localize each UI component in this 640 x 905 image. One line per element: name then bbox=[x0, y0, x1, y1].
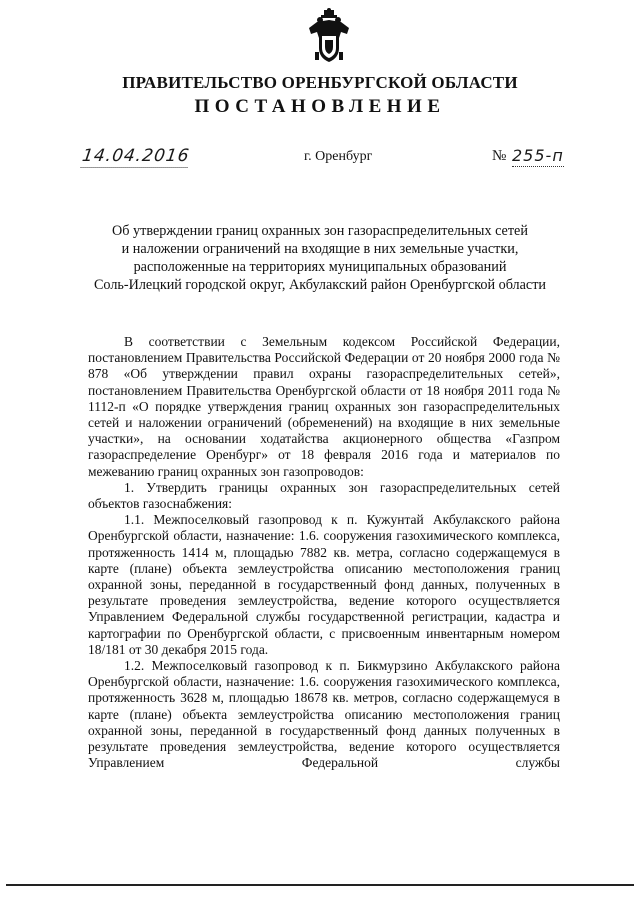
body-paragraph-item-1: 1. Утвердить границы охранных зон газораспределительных сетей объектов газоснабжения: bbox=[88, 479, 560, 512]
document-type: ПОСТАНОВЛЕНИЕ bbox=[194, 96, 446, 117]
number-sign: № bbox=[492, 148, 507, 164]
subject-line: Об утверждении границ охранных зон газораспределительных сетей bbox=[112, 223, 528, 239]
coat-of-arms-icon bbox=[305, 8, 353, 66]
page-bottom-rule bbox=[6, 884, 634, 886]
document-date: 14.04.2016 bbox=[80, 146, 191, 166]
body-paragraph-item-1-2: 1.2. Межпоселковый газопровод к п. Бикмурзино Акбулакского района Оренбургской области, назначение: 1.6. сооружения газохимического комплекса, протяженность 3628 м, площадью 18678 кв. метров, согласно содержащемуся в карте (плане) объекта землеустройства описанию местоположения границ охранной зоны, переданной в государственный фонд данных полученных в результате проведения землеустройства, ведение которого осуществляется Управлением Федеральной службы bbox=[88, 658, 560, 771]
document-body bbox=[88, 334, 560, 771]
body-paragraph-preamble: В соответствии с Земельным кодексом Российской Федерации, постановлением Правительства Российской Федерации от 20 ноября 2000 года № 878 «Об утверждении правил охраны газораспределительных сетей», постановлением Правительства Оренбургской области от 18 ноября 2011 года № 1112-п «О порядке утверждения границ охранных зон газораспределительных сетей и наложении ограничений (обременений) на входящие в них земельные участки», на основании ходатайства акционерного общества «Газпром газораспределение Оренбург» от 18 февраля 2016 года и материалов по межеванию границ охранных зон газопроводов: bbox=[88, 334, 560, 479]
subject-line: и наложении ограничений на входящие в них земельные участки, bbox=[121, 241, 519, 257]
document-subject bbox=[60, 222, 580, 294]
body-paragraph-item-1-1: 1.1. Межпоселковый газопровод к п. Кужунтай Акбулакского района Оренбургской области, назначение: 1.6. сооружения газохимического комплекса, протяженность 1414 м, площадью 7882 кв. метра, согласно содержащемуся в карте (плане) объекта землеустройства описанию местоположения границ охранной зоны, переданной в государственный фонд данных, полученных в результате проведения землеустройства, ведение которого осуществляется Управлением Федеральной службы государственной регистрации, кадастра и картографии по Оренбургской области, с присвоенным инвентарным номером 18/181 от 30 декабря 2015 года. bbox=[88, 512, 560, 657]
subject-line: Соль-Илецкий городской округ, Акбулакский район Оренбургской области bbox=[93, 277, 547, 293]
document-city: г. Оренбург bbox=[304, 149, 373, 164]
subject-line: расположенные на территориях муниципальных образований bbox=[133, 259, 507, 275]
document-number: 255-п bbox=[512, 146, 564, 165]
organization-title: ПРАВИТЕЛЬСТВО ОРЕНБУРГСКОЙ ОБЛАСТИ bbox=[122, 73, 518, 92]
